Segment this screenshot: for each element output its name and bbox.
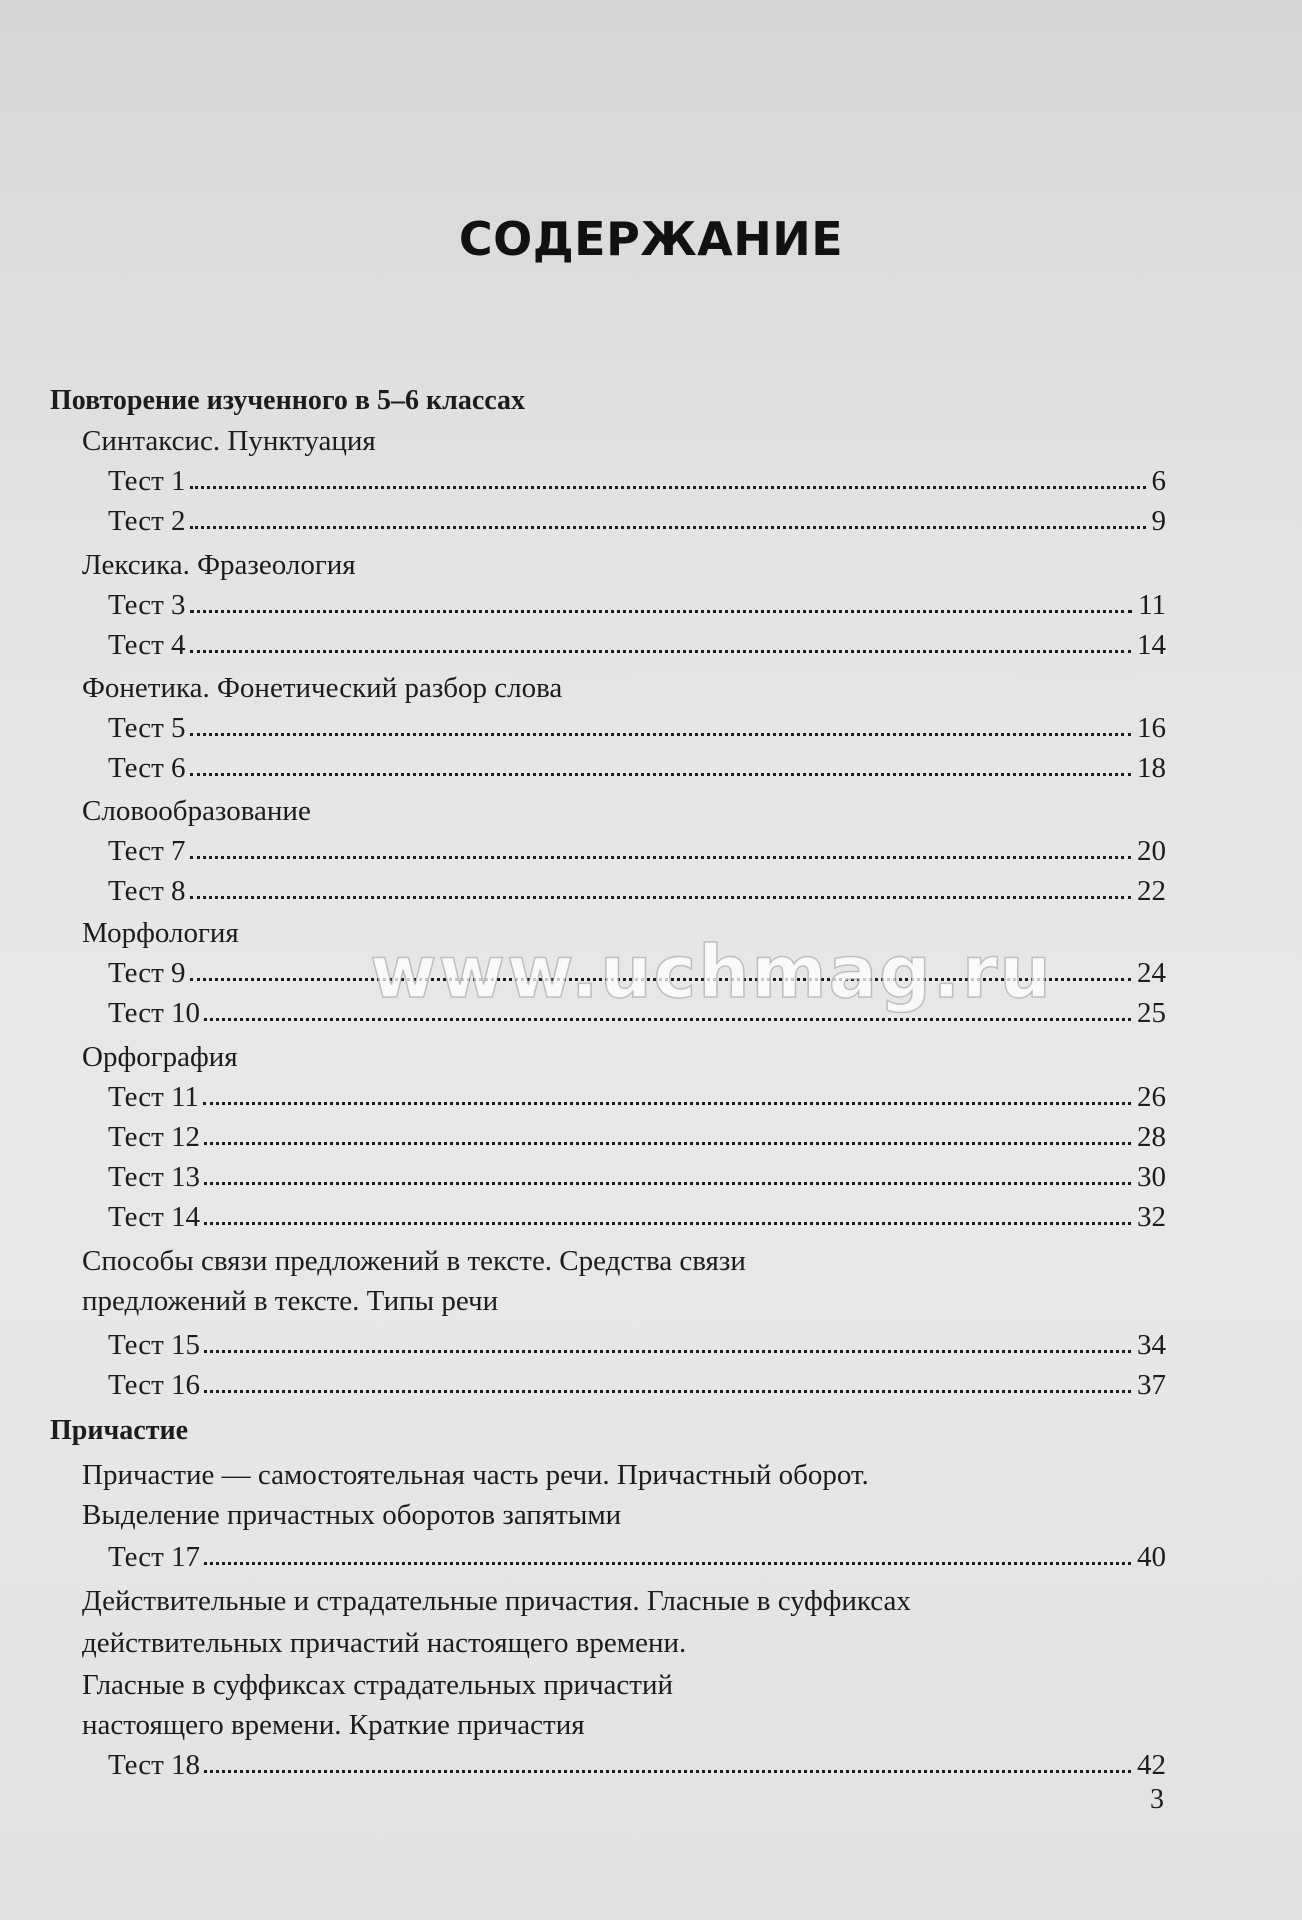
toc-section-heading[interactable]: Причастие <box>50 1415 189 1446</box>
entry-page-number: 32 <box>1137 1201 1166 1233</box>
dot-leader <box>190 855 1132 859</box>
dot-leader <box>204 1181 1131 1185</box>
toc-topic-heading[interactable]: Словообразование <box>82 795 311 827</box>
entry-title: Тест 9 <box>108 957 186 989</box>
entry-title: Тест 18 <box>108 1749 200 1781</box>
entry-title: Тест 13 <box>108 1161 200 1193</box>
toc-topic-heading[interactable]: Причастие — самостоятельная часть речи. Причастный оборот. <box>82 1459 869 1491</box>
dot-leader <box>203 1101 1131 1105</box>
entry-page-number: 37 <box>1137 1369 1166 1401</box>
toc-topic-heading[interactable]: Морфология <box>82 917 239 949</box>
entry-title: Тест 3 <box>108 589 186 621</box>
dot-leader <box>204 1221 1131 1225</box>
entry-page-number: 22 <box>1137 875 1166 907</box>
dot-leader <box>190 895 1132 899</box>
toc-topic-heading[interactable]: Лексика. Фразеология <box>82 549 356 581</box>
entry-title: Тест 16 <box>108 1369 200 1401</box>
entry-page-number: 11 <box>1138 589 1166 621</box>
toc-topic-heading[interactable]: Гласные в суффиксах страдательных причастий <box>82 1669 674 1701</box>
dot-leader <box>190 485 1146 489</box>
dot-leader <box>204 1769 1131 1773</box>
entry-title: Тест 14 <box>108 1201 200 1233</box>
toc-topic-heading[interactable]: Выделение причастных оборотов запятыми <box>82 1499 622 1531</box>
entry-page-number: 42 <box>1137 1749 1166 1781</box>
dot-leader <box>190 525 1146 529</box>
dot-leader <box>204 1141 1131 1145</box>
toc-topic-heading[interactable]: Фонетика. Фонетический разбор слова <box>82 672 563 704</box>
toc-test-entry[interactable] <box>108 1534 1166 1574</box>
toc-topic-heading[interactable]: настоящего времени. Краткие причастия <box>82 1709 585 1741</box>
entry-page-number: 34 <box>1137 1329 1166 1361</box>
toc-topic-heading[interactable]: Орфография <box>82 1041 238 1073</box>
toc-test-entry[interactable] <box>108 1322 1166 1362</box>
entry-title: Тест 17 <box>108 1541 200 1573</box>
toc-test-entry[interactable] <box>108 458 1166 498</box>
toc-test-entry[interactable] <box>108 1362 1166 1402</box>
entry-page-number: 25 <box>1137 997 1166 1029</box>
watermark: www.uchmag.ru <box>370 930 1053 1014</box>
dot-leader <box>204 1017 1131 1021</box>
dot-leader <box>204 1561 1131 1565</box>
entry-title: Тест 7 <box>108 835 186 867</box>
entry-page-number: 24 <box>1137 957 1166 989</box>
toc-test-entry[interactable] <box>108 1074 1166 1114</box>
entry-page-number: 9 <box>1151 505 1166 537</box>
entry-title: Тест 2 <box>108 505 186 537</box>
dot-leader <box>190 609 1133 613</box>
dot-leader <box>190 732 1132 736</box>
toc-test-entry[interactable] <box>108 582 1166 622</box>
dot-leader <box>190 772 1132 776</box>
entry-title: Тест 10 <box>108 997 200 1029</box>
page-title: СОДЕРЖАНИЕ <box>458 212 844 266</box>
toc-test-entry[interactable] <box>108 868 1166 908</box>
toc-test-entry[interactable] <box>108 1194 1166 1234</box>
entry-page-number: 6 <box>1151 465 1166 497</box>
toc-topic-heading[interactable]: Синтаксис. Пунктуация <box>82 425 376 457</box>
entry-page-number: 20 <box>1137 835 1166 867</box>
entry-page-number: 28 <box>1137 1121 1166 1153</box>
toc-test-entry[interactable] <box>108 622 1166 662</box>
entry-page-number: 40 <box>1137 1541 1166 1573</box>
dot-leader <box>204 1349 1131 1353</box>
entry-title: Тест 8 <box>108 875 186 907</box>
toc-test-entry[interactable] <box>108 705 1166 745</box>
toc-test-entry[interactable] <box>108 745 1166 785</box>
toc-test-entry[interactable] <box>108 498 1166 538</box>
toc-test-entry[interactable] <box>108 1742 1166 1782</box>
entry-title: Тест 6 <box>108 752 186 784</box>
entry-title: Тест 5 <box>108 712 186 744</box>
toc-topic-heading[interactable]: действительных причастий настоящего времени. <box>82 1627 687 1659</box>
entry-title: Тест 12 <box>108 1121 200 1153</box>
entry-page-number: 30 <box>1137 1161 1166 1193</box>
entry-page-number: 16 <box>1137 712 1166 744</box>
toc-test-entry[interactable] <box>108 1154 1166 1194</box>
toc-topic-heading[interactable]: Действительные и страдательные причастия. Гласные в суффиксах <box>82 1585 911 1617</box>
entry-page-number: 14 <box>1137 629 1166 661</box>
page-number: 3 <box>1150 1784 1164 1815</box>
toc-test-entry[interactable] <box>108 1114 1166 1154</box>
toc-section-heading[interactable]: Повторение изученного в 5–6 классах <box>50 385 526 416</box>
toc-topic-heading[interactable]: предложений в тексте. Типы речи <box>82 1285 499 1317</box>
entry-title: Тест 11 <box>108 1081 199 1113</box>
entry-title: Тест 1 <box>108 465 186 497</box>
entry-title: Тест 15 <box>108 1329 200 1361</box>
toc-topic-heading[interactable]: Способы связи предложений в тексте. Средства связи <box>82 1245 746 1277</box>
toc-test-entry[interactable] <box>108 828 1166 868</box>
entry-title: Тест 4 <box>108 629 186 661</box>
dot-leader <box>190 649 1132 653</box>
entry-page-number: 26 <box>1137 1081 1166 1113</box>
entry-page-number: 18 <box>1137 752 1166 784</box>
dot-leader <box>204 1389 1131 1393</box>
